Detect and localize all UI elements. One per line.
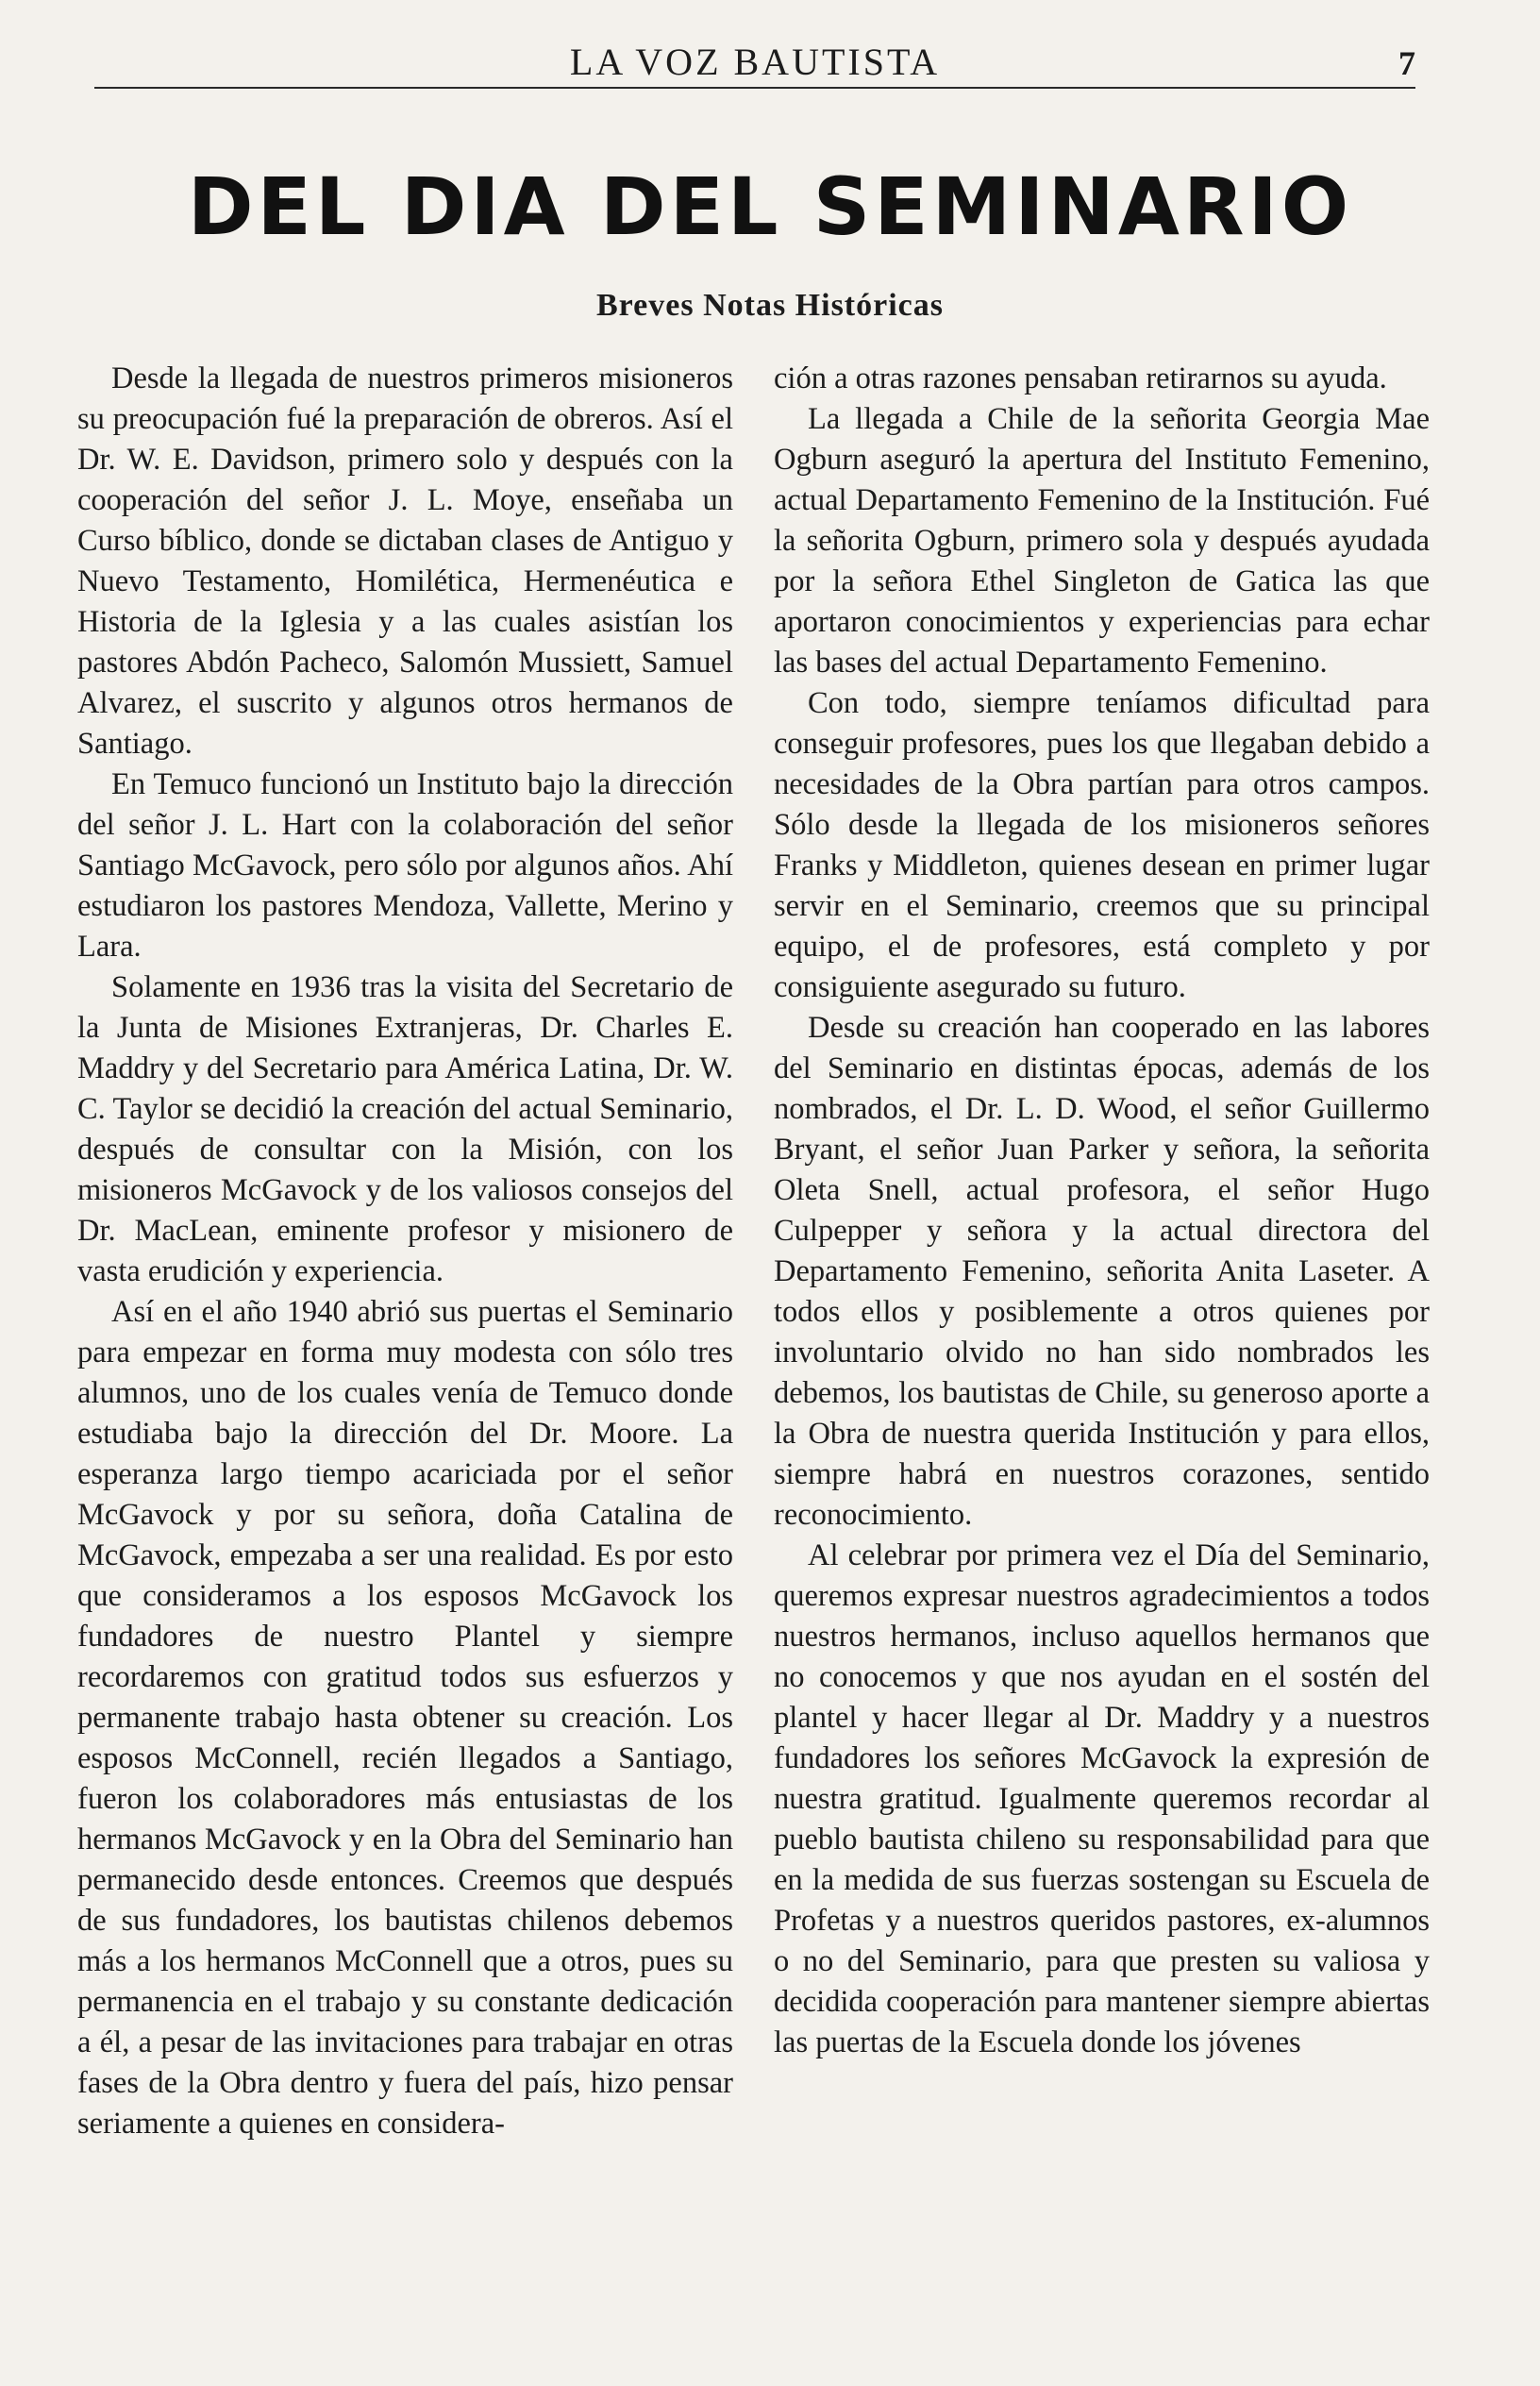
- paragraph: Así en el año 1940 abrió sus puertas el Seminario para empezar en forma muy modesta con sólo tres alumnos, uno de los cuales venía de Temuco donde estudiaba bajo la dirección del Dr. Moore. La esperanza largo tiempo acariciada por el señor McGavock y por su señora, doña Catalina de McGavock, empezaba a ser una realidad. Es por esto que consideramos a los esposos McGavock los fundadores de nuestro Plantel y siempre recordaremos con gratitud todos sus esfuerzos y permanente trabajo hasta obtener su creación. Los esposos McConnell, recién llegados a Santiago, fueron los colaboradores más entusiastas de los hermanos McGavock y en la Obra del Seminario han permanecido desde entonces. Creemos que después de sus fundadores, los bautistas chilenos debemos más a los hermanos McConnell que a otros, pues su permanencia en el trabajo y su constante dedicación a él, a pesar de las invitaciones para trabajar en otras fases de la Obra dentro y fuera del país, hizo pensar seriamente a quienes en considera-: [77, 1295, 733, 2141]
- running-title: LA VOZ BAUTISTA: [569, 41, 941, 83]
- left-column: [77, 359, 733, 2322]
- article-subtitle: Breves Notas Históricas: [596, 288, 944, 323]
- paragraph: Solamente en 1936 tras la visita del Secretario de la Junta de Misiones Extranjeras, Dr. Charles E. Maddry y del Secretario para América Latina, Dr. W. C. Taylor se decidió la creación del actual Seminario, después de consultar con la Misión, con los misioneros McGavock y de los valiosos consejos del Dr. MacLean, eminente profesor y misionero de vasta erudición y experiencia.: [77, 970, 733, 1288]
- paragraph: Con todo, siempre teníamos dificultad para conseguir profesores, pues los que llegaban debido a necesidades de la Obra partían para otros campos. Sólo desde la llegada de los misioneros señores Franks y Middleton, quienes desean en primer lugar servir en el Seminario, creemos que su principal equipo, el de profesores, está completo y por consiguiente asegurado su futuro.: [774, 686, 1430, 1004]
- paragraph: Desde la llegada de nuestros primeros misioneros su preocupación fué la preparación de obreros. Así el Dr. W. E. Davidson, primero solo y después con la cooperación del señor J. L. Moye, enseñaba un Curso bíblico, donde se dictaban clases de Antiguo y Nuevo Testamento, Homilética, Hermenéutica e Historia de la Iglesia y a las cuales asistían los pastores Abdón Pacheco, Salomón Mussiett, Samuel Alvarez, el suscrito y algunos otros hermanos de Santiago.: [77, 361, 733, 761]
- running-header: [94, 38, 1415, 94]
- header-rule: [94, 87, 1415, 89]
- right-column: [774, 359, 1430, 2322]
- article-title: DEL DIA DEL SEMINARIO: [187, 160, 1353, 253]
- paragraph: Al celebrar por primera vez el Día del Seminario, queremos expresar nuestros agradecimientos a todos nuestros hermanos, incluso aquellos hermanos que no conocemos y que nos ayudan en el sostén del plantel y hacer llegar al Dr. Maddry y a nuestros fundadores los señores McGavock la expresión de nuestra gratitud. Igualmente queremos recordar al pueblo bautista chileno su responsabilidad para que en la medida de sus fuerzas sostengan su Escuela de Profetas y a nuestros queridos pastores, ex-alumnos o no del Seminario, para que presten su valiosa y decidida cooperación para mantener siempre abiertas las puertas de la Escuela donde los jóvenes: [774, 1538, 1430, 2059]
- paragraph: La llegada a Chile de la señorita Georgia Mae Ogburn aseguró la apertura del Instituto Femenino, actual Departamento Femenino de la Institución. Fué la señorita Ogburn, primero sola y después ayudada por la señora Ethel Singleton de Gatica las que aportaron conocimientos y experiencias para echar las bases del actual Departamento Femenino.: [774, 402, 1430, 680]
- paragraph: En Temuco funcionó un Instituto bajo la dirección del señor J. L. Hart con la colaboración del señor Santiago McGavock, pero sólo por algunos años. Ahí estudiaron los pastores Mendoza, Vallette, Merino y Lara.: [77, 767, 733, 964]
- paragraph-continuation: ción a otras razones pensaban retirarnos su ayuda.: [774, 361, 1387, 395]
- page-number: 7: [1398, 44, 1415, 82]
- paragraph: Desde su creación han cooperado en las labores del Seminario en distintas épocas, además de los nombrados, el Dr. L. D. Wood, el señor Guillermo Bryant, el señor Juan Parker y señora, la señorita Oleta Snell, actual profesora, el señor Hugo Culpepper y señora y la actual directora del Departamento Femenino, señorita Anita Laseter. A todos ellos y posiblemente a otros quienes por involuntario olvido no han sido nombrados les debemos, los bautistas de Chile, su generoso aporte a la Obra de nuestra querida Institución y para ellos, siempre habrá en nuestros corazones, sentido reconocimiento.: [774, 1011, 1430, 1532]
